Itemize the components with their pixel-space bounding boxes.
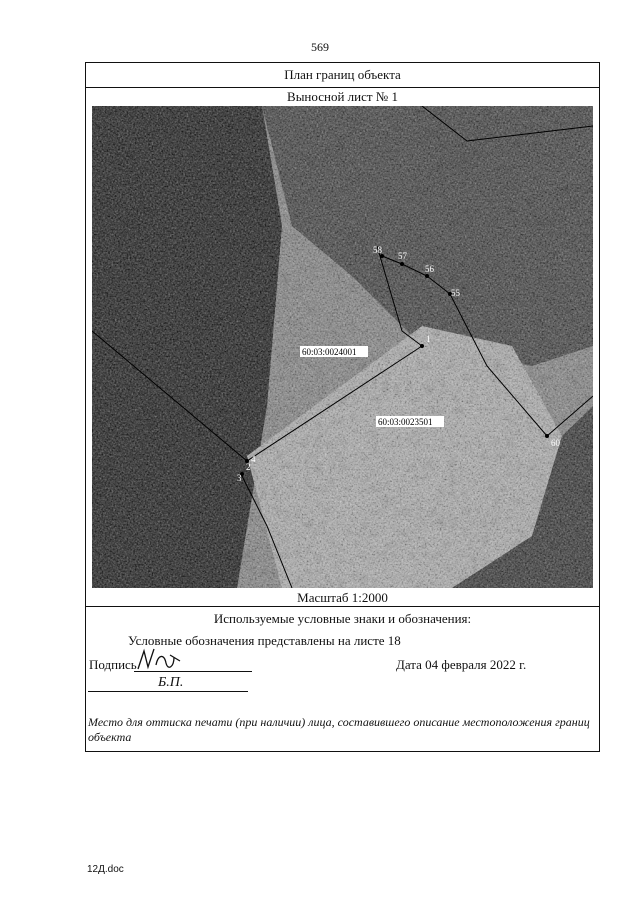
point-marker — [545, 434, 549, 438]
point-marker — [425, 274, 429, 278]
point-label-60: 60 — [551, 438, 560, 448]
footer-filename: 12Д.doc — [87, 864, 124, 875]
point-marker — [400, 262, 404, 266]
point-label-1: 1 — [426, 334, 431, 344]
initials-line — [88, 691, 248, 692]
point-label-55: 55 — [451, 288, 460, 298]
signature-line — [134, 671, 252, 672]
signature-initials: Б.П. — [158, 675, 184, 690]
page-number: 569 — [311, 40, 329, 54]
stamp-note: Место для оттиска печати (при наличии) лица, составившего описание местоположения границ объекта — [88, 715, 590, 744]
signature-label: Подпись — [89, 657, 137, 672]
aerial-map — [92, 106, 593, 588]
sheet-title: Выносной лист № 1 — [287, 89, 398, 104]
document-frame — [85, 62, 600, 752]
map-scale: Масштаб 1:2000 — [86, 589, 599, 607]
point-label-2: 2 — [246, 462, 251, 472]
parcel-label-23501: 60:03:0023501 — [378, 417, 433, 427]
signature-date: Дата 04 февраля 2022 г. — [396, 657, 527, 672]
point-label-56: 56 — [425, 264, 434, 274]
point-label-58: 58 — [373, 245, 382, 255]
legend-text: Условные обозначения представлены на листе 18 — [128, 633, 401, 648]
point-marker — [420, 344, 424, 348]
page-title: План границ объекта — [86, 63, 599, 88]
point-label-57: 57 — [398, 251, 407, 261]
point-label-4: 4 — [251, 454, 256, 464]
legend-title: Используемые условные знаки и обозначения: — [213, 611, 472, 626]
point-label-3: 3 — [237, 473, 242, 483]
parcel-label-24001: 60:03:0024001 — [302, 347, 357, 357]
